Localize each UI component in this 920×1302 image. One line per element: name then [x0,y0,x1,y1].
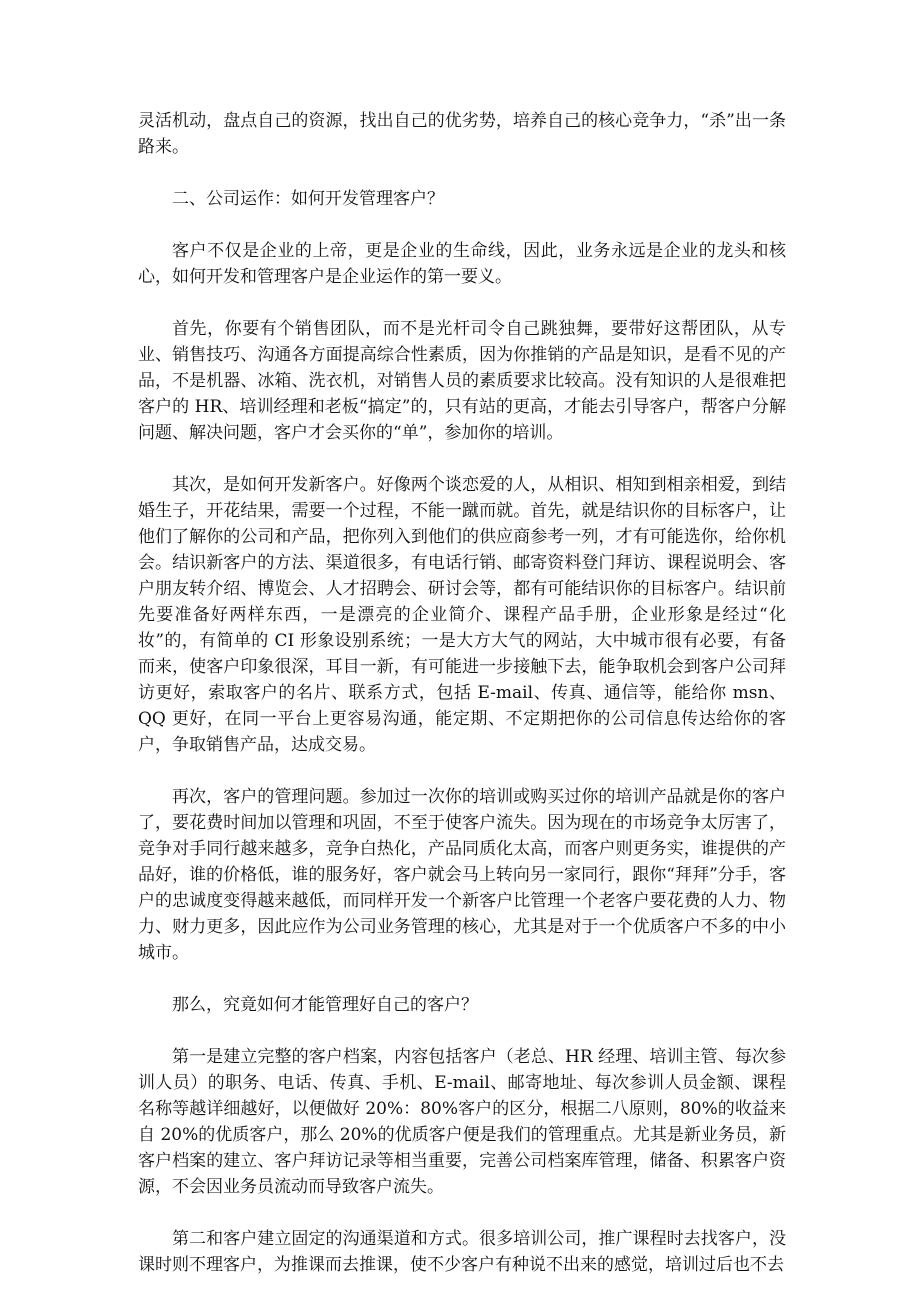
paragraph-sales-team: 首先，你要有个销售团队，而不是光杆司令自己跳独舞，要带好这帮团队，从专业、销售技巧、沟通各方面提高综合性素质，因为你推销的产品是知识，是看不见的产品，不是机器、冰箱、洗衣机，对销售人员的素质要求比较高。没有知识的人是很难把客户的 HR、培训经理和老板“搞定”的，只有站的更高，才能去引导客户，帮客户分解问题、解决问题，客户才会买你的“单”，参加你的培训。 [138,319,786,443]
paragraph-intro: 客户不仅是企业的上帝，更是企业的生命线，因此，业务永远是企业的龙头和核心，如何开发和管理客户是企业运作的第一要义。 [138,241,786,287]
document-page [138,108,786,1278]
section-heading: 二、公司运作：如何开发管理客户？ [172,189,444,209]
paragraph-question: 那么，究竟如何才能管理好自己的客户？ [172,995,478,1015]
paragraph-new-customers: 其次，是如何开发新客户。好像两个谈恋爱的人，从相识、相知到相亲相爱，到结婚生子，开花结果，需要一个过程，不能一蹴而就。首先，就是结识你的目标客户，让他们了解你的公司和产品，把你列入到他们的供应商参考一列，才有可能选你，给你机会。结识新客户的方法、渠道很多，有电话行销、邮寄资料登门拜访、课程说明会、客户朋友转介绍、博览会、人才招聘会、研讨会等，都有可能结识你的目标客户。结识前先要准备好两样东西，一是漂亮的企业简介、课程产品手册，企业形象是经过“化妆”的，有简单的 CI 形象设别系统；一是大方大气的网站，大中城市很有必要，有备而来，使客户印象很深，耳目一新，有可能进一步接触下去，能争取机会到客户公司拜访更好，索取客户的名片、联系方式，包括 E-mail、传真、通信等，能给你 msn、QQ 更好，在同一平台上更容易沟通，能定期、不定期把你的公司信息传达给你的客户，争取销售产品，达成交易。 [138,475,786,755]
paragraph-customer-archive: 第一是建立完整的客户档案，内容包括客户（老总、HR 经理、培训主管、每次参训人员）的职务、电话、传真、手机、E-mail、邮寄地址、每次参训人员金额、课程名称等越详细越好，以便做好 20%：80%客户的区分，根据二八原则，80%的收益来自 20%的优质客户，那么 20%的优质客户便是我们的管理重点。尤其是新业务员，新客户档案的建立、客户拜访记录等相当重要，完善公司档案库管理，储备、积累客户资源，不会因业务员流动而导致客户流失。 [138,1047,786,1197]
paragraph-customer-management: 再次，客户的管理问题。参加过一次你的培训或购买过你的培训产品就是你的客户了，要花费时间加以管理和巩固，不至于使客户流失。因为现在的市场竞争太厉害了，竞争对手同行越来越多，竞争白热化，产品同质化太高，而客户则更务实，谁提供的产品好，谁的价格低，谁的服务好，客户就会马上转向另一家同行，跟你“拜拜”分手，客户的忠诚度变得越来越低，而同样开发一个新客户比管理一个老客户要花费的人力、物力、财力更多，因此应作为公司业务管理的核心，尤其是对于一个优质客户不多的中小城市。 [138,787,786,963]
paragraph-continued: 灵活机动，盘点自己的资源，找出自己的优劣势，培养自己的核心竞争力，“杀”出一条路来。 [138,111,786,157]
paragraph-communication-channel: 第二和客户建立固定的沟通渠道和方式。很多培训公司，推广课程时去找客户，没课时则不理客户，为推课而去推课，使不少客户有种说不出来的感觉，培训过后也不去 [138,1229,786,1275]
